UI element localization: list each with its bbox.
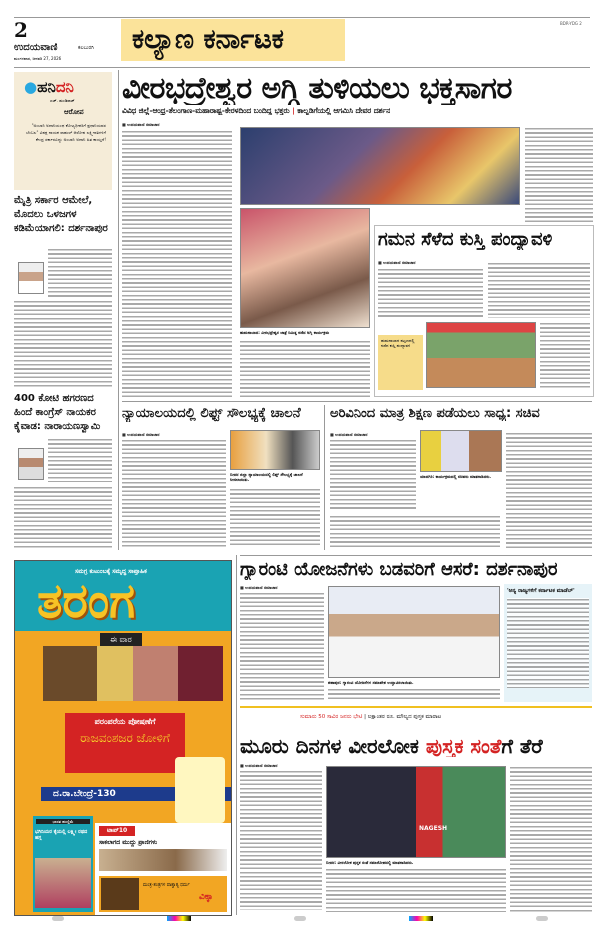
subhead-b: ಕಾಲ್ನಡಿಗೆಯಲ್ಲಿ ಆಗಮಿಸಿ ದೇವರ ದರ್ಶನ — [297, 107, 391, 115]
taranga-ad[interactable] — [14, 560, 232, 916]
bookfair-body-2 — [326, 868, 506, 912]
wrestling-caption: ಹುಮನಾಬಾದ ಪಟ್ಟಣದಲ್ಲಿ ನಡೆದ ಕುಸ್ತಿ ಪಂದ್ಯಾವಳಿ — [381, 338, 415, 348]
hanidani-poem: "ಅಂಬಾನಿ ಅದಾನಿಯಂಥ ಕೋಟ್ಯಧೀಶರಿಗೆ ಪ್ರಧಾನಿಯವರ ಬೆಂಬಲ" ವಿಪಕ್ಷ ನಾಯಕ ರಾಹುಲ್ ಆರೋಪ ಲಕ್ಷ್ಮೀಪತಿಗಳಿಗೆ ಕೇಂದ್ರ ಸರ್ಕಾರವಿದ್ದು ಅಂಬಾನಿ ಅದಾನಿ ಹಿತ ಕಾಯ್ತದೆ! — [26, 123, 106, 142]
education-headline: ಅರಿವಿನಿಂದ ಮಾತ್ರ ಶಿಕ್ಷಣ ಪಡೆಯಲು ಸಾಧ್ಯ: ಸಚಿವ — [330, 407, 540, 421]
education-photo — [420, 430, 502, 472]
lift-photo — [230, 430, 320, 470]
ad-box — [33, 816, 93, 912]
wrestling-caption-box — [378, 335, 423, 390]
education-body — [330, 439, 416, 511]
headline-c: ಗೆ ತೆರೆ — [501, 735, 543, 757]
lead-caption: ಹುಮನಾಬಾದ: ವೀರಭದ್ರೇಶ್ವರ ಜಾತ್ರೆ ನಿಮಿತ್ತ ನಡೆದ ಅಗ್ನಿ ಕಾರ್ಯಕ್ರಮ — [240, 330, 330, 335]
hanidani-author: ಎಚ್. ಡುಂಡಿರಾಜ್ — [50, 98, 75, 103]
guarantee-sidebar — [504, 584, 592, 702]
ad-cover-photo — [43, 646, 223, 701]
ad-box-text: ಭಗಿನಿಯರ ಕೈಯಲ್ಲಿ ಲಕ್ಷ್ಮೀ ರಥದ ಹಗ್ಗ — [35, 829, 88, 841]
lead-subhead: ವಿವಿಧ ಜಿಲ್ಲೆ-ಆಂಧ್ರ-ತೆಲಂಗಾಣ-ಮಹಾರಾಷ್ಟ್ರ-ಕೇರಳದಿಂದ ಬಂದಿದ್ದ ಭಕ್ತರು | ಕಾಲ್ನಡಿಗೆಯಲ್ಲಿ ಆಗಮಿಸಿ ದೇವರ ದರ್ಶನ — [122, 107, 391, 115]
guarantee-body — [240, 592, 324, 700]
education-body-2 — [506, 432, 592, 548]
ad-cover-line1: ಪರಂಪರೆಯ ಪೋಷಣೆಗೆ — [94, 717, 156, 726]
headline-a: ಮೂರು ದಿನಗಳ ವೀರಲೋಕ — [240, 735, 426, 757]
lead-headline: ವೀರಭದ್ರೇಶ್ವರ ಅಗ್ಗಿ ತುಳಿಯಲು ಭಕ್ತಸಾಗರ — [122, 72, 512, 105]
lead-body-2 — [240, 340, 370, 398]
lift-headline: ನ್ಯಾಯಾಲಯದಲ್ಲಿ ಲಿಫ್ಟ್ ಸೌಲಭ್ಯಕ್ಕೆ ಚಾಲನೆ — [122, 407, 301, 421]
ad-issue: ಈ ವಾರ — [100, 633, 142, 647]
lead-body — [122, 130, 232, 398]
lift-caption: ಬೀದರ ಜಿಲ್ಲಾ ನ್ಯಾಯಾಲಯದಲ್ಲಿ ಲಿಫ್ಟ್ ಸೌಲಭ್ಯಕ್ಕೆ ಚಾಲನೆ ನೀಡಲಾಯಿತು. — [230, 472, 303, 482]
lead-byline: ■ ಉದಯವಾಣಿ ಸಮಾಚಾರ — [122, 122, 160, 127]
lead-sidebar-text — [525, 127, 593, 223]
drop-icon: ● — [24, 78, 38, 96]
bookfair-body — [240, 770, 322, 910]
ad-top10: ಟಾಪ್10 — [99, 826, 135, 836]
ad-cover-line2: ರಾಜವಂಶಜರ ಜೋಳಿಗೆ — [80, 731, 170, 745]
page-code: BDR-YDG 2 — [560, 21, 582, 26]
bendre-caricature — [175, 757, 225, 823]
ad-animals-photo — [99, 849, 227, 871]
tagline-left: ಸುಮಾರು 50 ಸಾವಿರ ಜನರು ಭೇಟಿ — [300, 714, 363, 720]
headline-b: ಪುಸ್ತಕ ಸಂತೆ — [425, 735, 502, 757]
bookfair-body-3 — [510, 766, 592, 912]
ad-bendre: ದ.ರಾ.ಬೇಂದ್ರೆ-130 — [41, 787, 231, 801]
left-story-1-body — [14, 300, 112, 388]
banner-text: NAGESH — [419, 825, 448, 832]
ad-mantra-box — [99, 876, 227, 912]
education-byline: ■ ಉದಯವಾಣಿ ಸಮಾಚಾರ — [330, 432, 368, 437]
bookfair-photo — [326, 766, 506, 858]
tagline: ಸುಮಾರು 50 ಸಾವಿರ ಜನರು ಭೇಟಿ | ಲಕ್ಷಾಂತರ ರೂ. ಮೌಲ್ಯದ ಪುಸ್ತಕ ಮಾರಾಟ — [300, 714, 442, 720]
guarantee-caption: ಶಹಾಪುರ: ಗ್ಯಾರಂಟಿ ಯೋಜನೆಗಳ ಸಮಾವೇಶ ಉದ್ಘಾಟಿಸಲಾಯಿತು. — [328, 680, 414, 685]
lead-photo — [240, 127, 520, 205]
hanidani-title-a: ಹನಿ — [37, 78, 56, 96]
edition: ಕಲಬುರಗಿ — [78, 45, 94, 51]
bookfair-headline — [240, 735, 543, 757]
ad-box-tag: ಭಾರತ ಹುಣ್ಣಿಮೆ — [36, 819, 90, 824]
ad-brand: ತರಂಗ — [37, 573, 136, 629]
left-story-1-headline: ಮೈತ್ರಿ ಸರ್ಕಾರ ಆಮೇಲೆ, ಮೊದಲು ಒಳಜಗಳ ಕಡಿಮೆಯಾಗಲಿ: ದರ್ಶನಾಪುರ — [14, 195, 108, 234]
tagline-right: ಲಕ್ಷಾಂತರ ರೂ. ಮೌಲ್ಯದ ಪುಸ್ತಕ ಮಾರಾಟ — [367, 714, 442, 720]
ad-tagline: ಸಮಗ್ರ ಕುಟುಂಬಕ್ಕೆ ಸಮೃದ್ಧ ಸಾಪ್ತಾಹಿಕ — [75, 568, 147, 575]
left-story-2-body — [14, 486, 112, 548]
guarantee-photo — [328, 586, 500, 678]
ad-mantra: ಮಂತ್ರ-ತಂತ್ರಗಳ ಪಾಶ್ಚಾತ್ಯ ಧರ್ಮ — [143, 883, 190, 888]
registration-marks — [0, 916, 600, 922]
guarantee-body-2 — [328, 688, 500, 700]
wrestling-body — [540, 322, 590, 388]
left-story-1-body — [48, 248, 112, 298]
lift-body-2 — [230, 488, 320, 548]
person-photo — [18, 262, 44, 294]
date: ಮಂಗಳವಾರ, ಜನವರಿ 27, 2026 — [14, 56, 62, 61]
hanidani-title-b: ದನಿ — [55, 78, 74, 96]
subhead-a: ವಿವಿಧ ಜಿಲ್ಲೆ-ಆಂಧ್ರ-ತೆಲಂಗಾಣ-ಮಹಾರಾಷ್ಟ್ರ-ಕೇರಳದಿಂದ ಬಂದಿದ್ದ ಭಕ್ತರು — [122, 107, 290, 115]
ad-mantra-b: ವಿಕ್ಕಾ — [199, 892, 213, 902]
wrestling-byline: ■ ಉದಯವಾಣಿ ಸಮಾಚಾರ — [378, 260, 416, 265]
guarantee-byline: ■ ಉದಯವಾಣಿ ಸಮಾಚಾರ — [240, 585, 278, 590]
guarantee-sidebar-title: 'ಅನ್ಯ ರಾಜ್ಯಗಳಿಗೆ ಕರ್ನಾಟಕ ಮಾಡೆಲ್' — [507, 588, 575, 594]
section-title: ಕಲ್ಯಾಣ ಕರ್ನಾಟಕ — [132, 24, 284, 55]
ad-top10-text: ಸಾಕಲಾಗದ ಮುದ್ದು ಪ್ರಾಣಿಗಳು — [99, 839, 158, 846]
hanidani-box — [14, 72, 112, 190]
wrestling-photo — [426, 322, 536, 388]
left-story-2-body — [48, 438, 112, 482]
lift-body — [122, 439, 226, 549]
left-story-2-headline: 400 ಕೋಟಿ ಹಗರಣದ ಹಿಂದೆ ಕಾಂಗ್ರೆಸ್ ನಾಯಕರ ಕೈವಾಡ: ನಾರಾಯಣಸ್ವಾಮಿ — [14, 393, 101, 432]
person-photo — [18, 448, 44, 480]
wrestling-body — [488, 262, 590, 318]
paper-logo: ಉದಯವಾಣಿ — [14, 42, 58, 53]
wrestling-body — [378, 268, 483, 318]
lift-byline: ■ ಉದಯವಾಣಿ ಸಮಾಚಾರ — [122, 432, 160, 437]
education-body-3 — [330, 515, 500, 549]
hanidani-heading: ಆರೋಪ — [64, 108, 84, 116]
lead-photo-2 — [240, 208, 370, 328]
education-caption: ಯಾದಗಿರಿ: ಕಾರ್ಯಕ್ರಮದಲ್ಲಿ ಸಚಿವರು ಮಾತನಾಡಿದರು. — [420, 474, 492, 479]
page-number: 2 — [14, 18, 28, 42]
bookfair-byline: ■ ಉದಯವಾಣಿ ಸಮಾಚಾರ — [240, 763, 278, 768]
wrestling-headline: ಗಮನ ಸೆಳೆದ ಕುಸ್ತಿ ಪಂದ್ಯಾವಳಿ — [378, 230, 553, 250]
bookfair-caption: ಬೀದರ: ವೀರಲೋಕ ಪುಸ್ತಕ ಸಂತೆ ಸಮಾರೋಪದಲ್ಲಿ ಮಾತನಾಡಿದರು. — [326, 860, 414, 865]
ad-cover-box — [65, 713, 185, 773]
guarantee-headline: ಗ್ಯಾರಂಟಿ ಯೋಜನೆಗಳು ಬಡವರಿಗೆ ಆಸರೆ: ದರ್ಶನಾಪುರ — [240, 560, 558, 580]
